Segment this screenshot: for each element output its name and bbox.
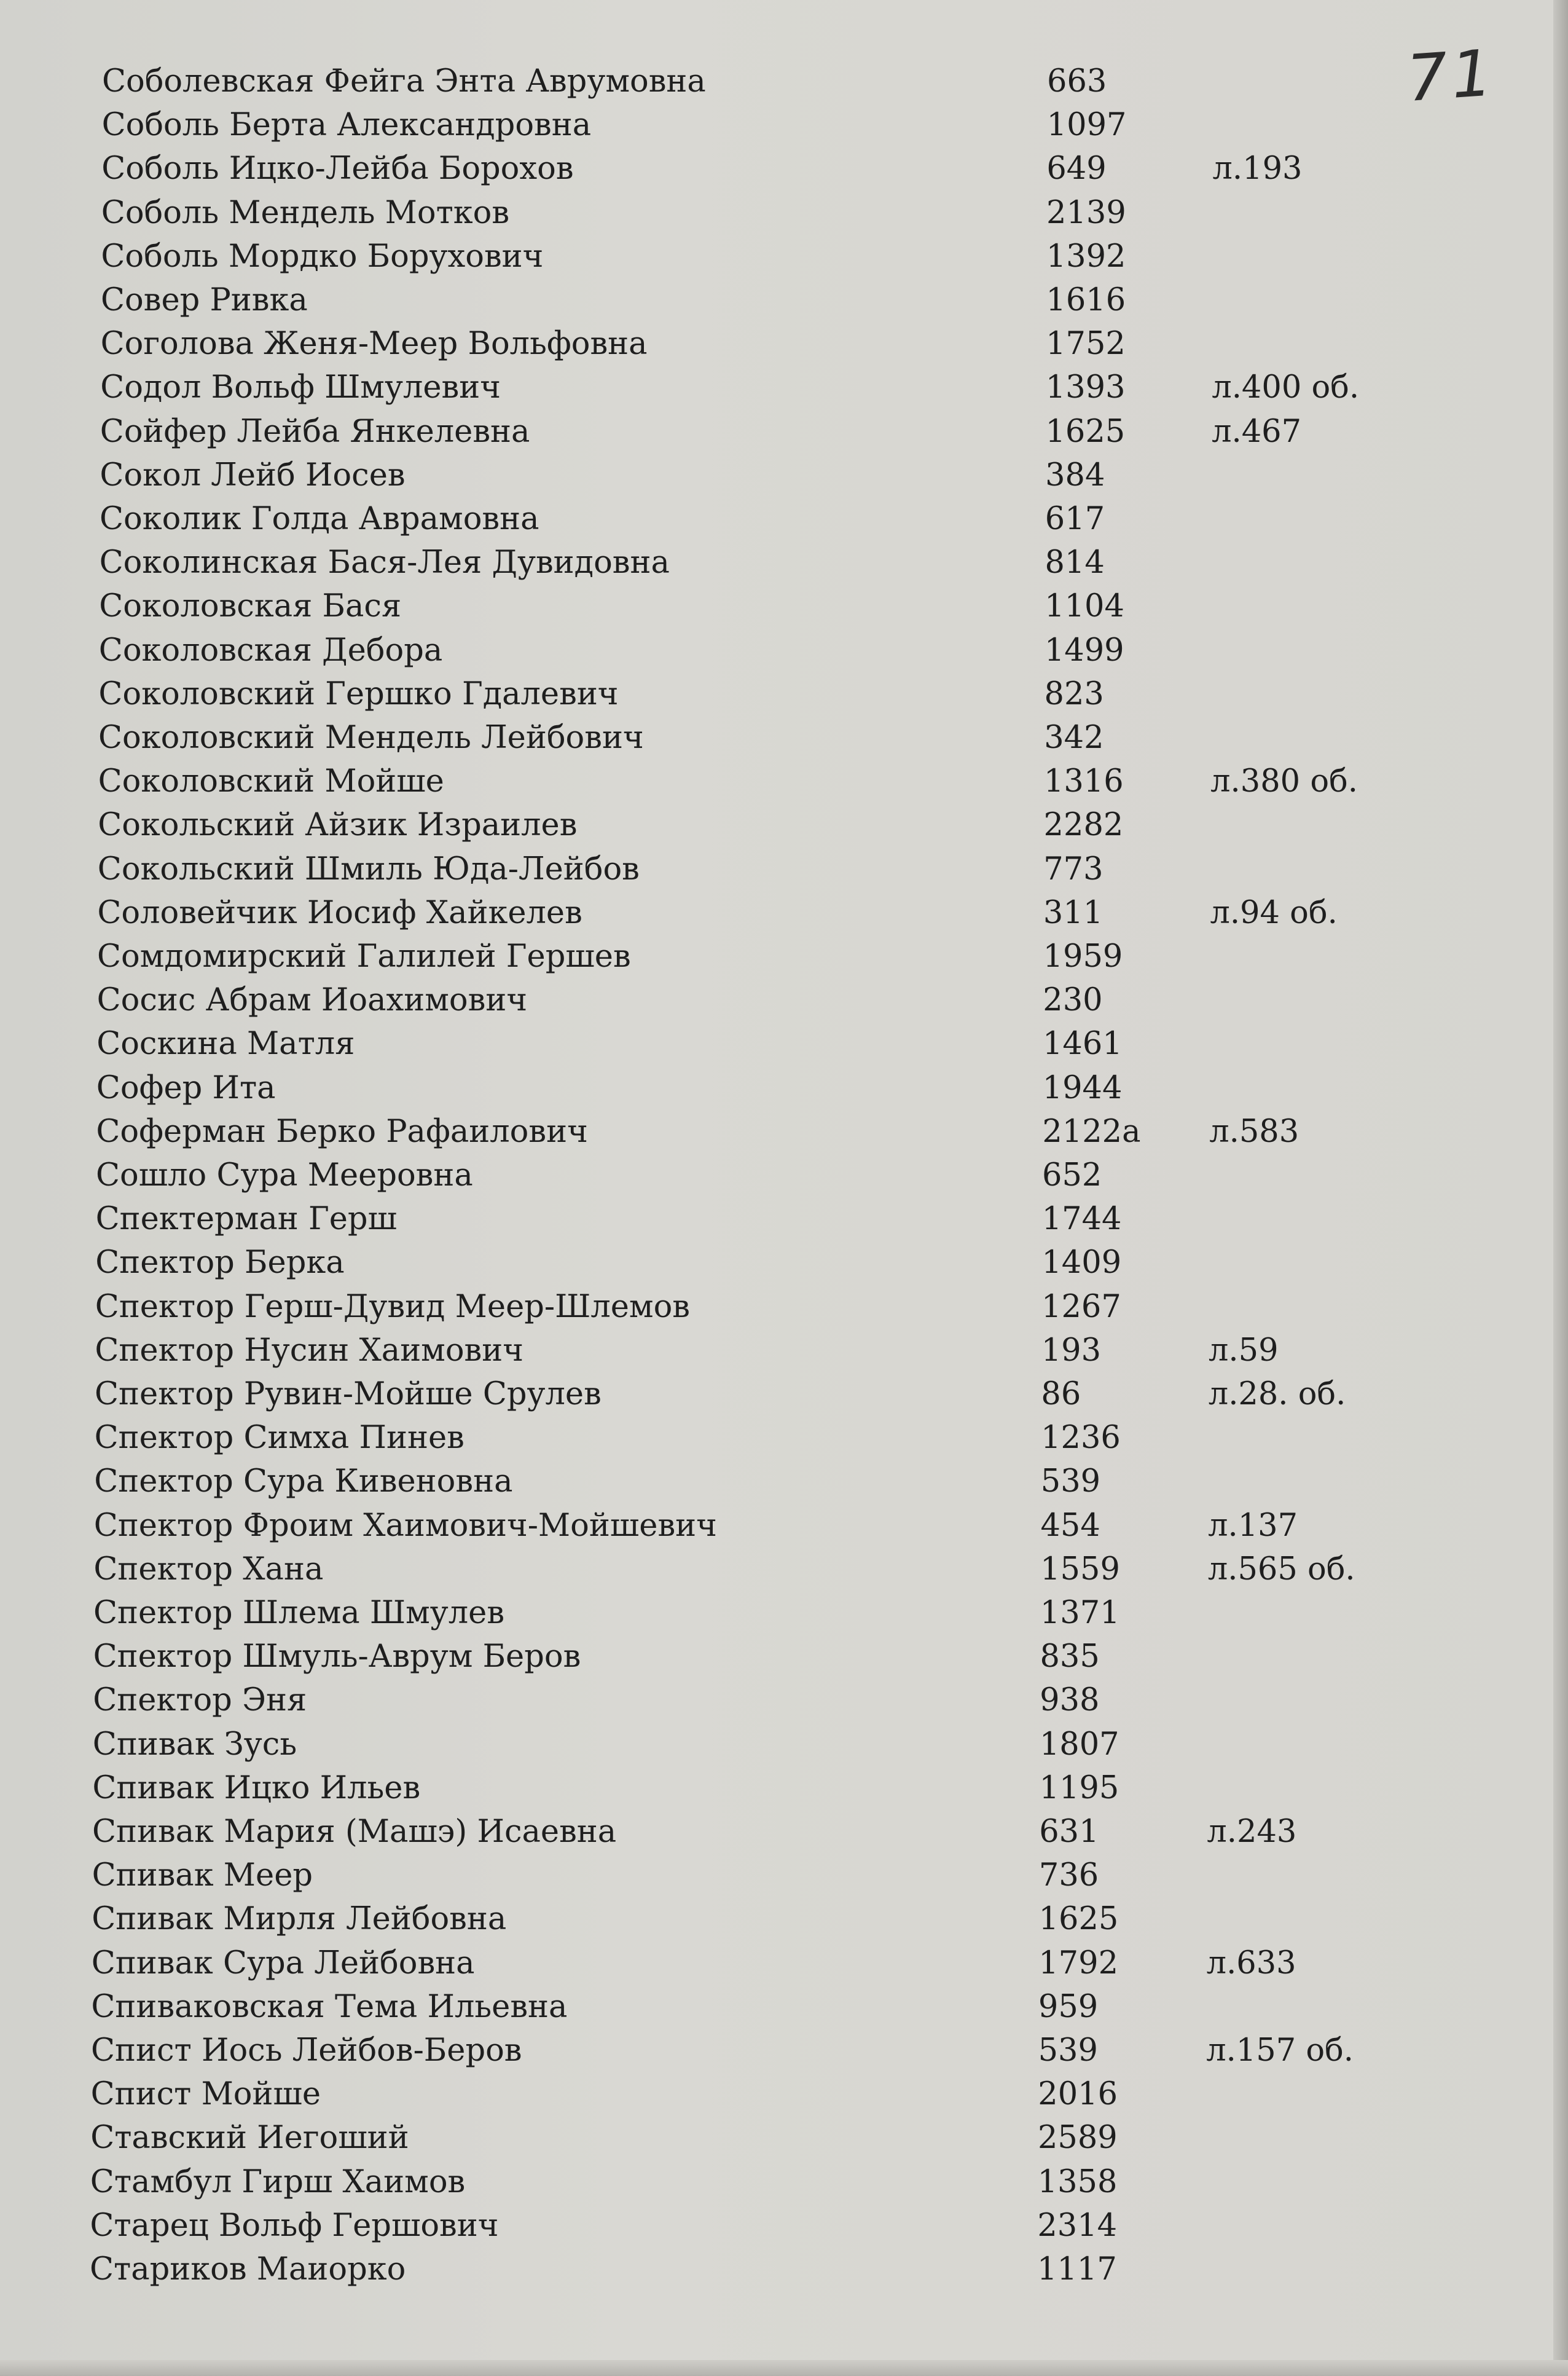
entry-name: Старец Вольф Гершович [90,2207,499,2244]
entry-number: 1117 [1037,2251,1117,2287]
entry-number: 1236 [1041,1420,1121,1457]
entry-number: 736 [1038,1857,1099,1894]
entry-name: Соколик Голда Аврамовна [100,501,539,537]
list-item [0,1023,1568,1066]
entry-number: 1195 [1039,1769,1119,1806]
list-item [0,1767,1568,1810]
entry-name: Спектор Симха Пинев [94,1420,465,1457]
entry-name: Спектор Шмуль-Аврум Беров [93,1638,581,1675]
list-item [0,60,1568,103]
entry-number: 342 [1044,720,1104,756]
entry-number: 1625 [1038,1901,1119,1938]
entry-name: Соболь Берта Александровна [101,107,592,144]
list-item [0,1723,1568,1766]
entry-sheet: л.28. об. [1208,1376,1346,1412]
list-item [0,892,1568,935]
entry-name: Спист Мойше [90,2076,321,2113]
entry-sheet: л.400 об. [1212,369,1360,406]
entry-number: 663 [1047,63,1107,100]
entry-name: Ставский Иегоший [90,2120,409,2157]
list-item [0,1505,1568,1548]
entry-number: 652 [1042,1157,1102,1194]
entry-name: Спист Иось Лейбов-Беров [91,2032,522,2069]
list-item [0,1592,1568,1635]
entry-name: Соболь Ицко-Лейба Борохов [101,151,574,187]
entry-name: Сокольский Айзик Израилев [98,807,578,844]
entry-number: 1371 [1040,1595,1120,1631]
entry-number: 311 [1043,894,1103,931]
list-item [0,1811,1568,1854]
entry-name: Софер Ита [96,1069,276,1106]
entry-number: 938 [1040,1682,1100,1719]
entry-sheet: л.193 [1212,151,1303,187]
entry-number: 617 [1045,501,1105,537]
entry-number: 230 [1043,982,1103,1019]
entry-sheet: л.583 [1209,1113,1299,1150]
list-item [0,1460,1568,1503]
entry-number: 1559 [1040,1551,1120,1587]
entry-sheet: л.467 [1212,413,1302,450]
entry-name: Сокольский Шмиль Юда-Лейбов [97,851,640,887]
list-item [0,760,1568,803]
entry-number: 1616 [1046,282,1126,318]
list-item [0,1111,1568,1154]
entry-name: Соголова Женя-Меер Вольфовна [100,326,648,363]
list-item [0,848,1568,891]
entry-name: Содол Вольф Шмулевич [100,369,501,406]
entry-number: 959 [1038,1988,1099,2025]
list-item [0,2161,1568,2204]
list-item [0,1329,1568,1372]
entry-number: 1104 [1045,588,1124,625]
entry-number: 814 [1045,545,1105,581]
entry-number: 2589 [1037,2120,1118,2157]
entry-number: 649 [1046,151,1107,187]
entry-number: 454 [1040,1507,1100,1544]
list-item [0,1067,1568,1110]
list-item [0,585,1568,628]
entry-number: 539 [1040,1463,1101,1500]
entry-number: 773 [1043,851,1103,887]
entry-number: 1097 [1046,107,1127,144]
entry-name: Соловейчик Иосиф Хайкелев [97,894,582,931]
entry-name: Спивак Зусь [92,1726,297,1763]
entry-number: 1499 [1044,632,1124,669]
entry-number: 384 [1045,457,1105,494]
entry-number: 1393 [1045,369,1126,406]
entry-name: Спектор Берка [95,1245,345,1281]
list-item [0,935,1568,978]
entry-name: Соколовский Мендель Лейбович [98,720,644,756]
entry-name: Спектор Нусин Хаимович [95,1332,523,1369]
entry-number: 2282 [1043,807,1124,844]
list-item [0,1986,1568,2029]
entry-number: 193 [1041,1332,1102,1369]
entry-name: Соболь Мордко Борухович [101,238,544,275]
list-item [0,2073,1568,2116]
entry-number: 539 [1038,2032,1098,2069]
list-item [0,148,1568,191]
entry-number: 1409 [1041,1245,1122,1281]
entry-sheet: л.59 [1209,1332,1279,1369]
entry-name: Соколинская Бася-Лея Дувидовна [99,545,670,581]
entry-name: Спектор Фроим Хаимович-Мойшевич [93,1507,717,1544]
entry-name: Сошло Сура Мееровна [96,1157,473,1194]
list-item [0,1679,1568,1722]
entry-name: Спектор Шлема Шмулев [93,1595,505,1631]
list-item [0,366,1568,409]
entry-number: 1267 [1041,1288,1121,1325]
entry-name: Спиваковская Тема Ильевна [91,1988,568,2025]
entry-number: 2139 [1046,194,1126,231]
entry-number: 2122а [1042,1113,1141,1150]
entry-number: 1752 [1046,326,1126,363]
list-item [0,1942,1568,1985]
entry-name: Спивак Мария (Машэ) Исаевна [92,1814,617,1850]
entry-name: Спивак Меер [92,1857,313,1894]
list-item [0,804,1568,847]
entry-name: Спивак Ицко Ильев [92,1769,421,1806]
entry-name: Спивак Мирля Лейбовна [92,1901,507,1938]
entry-number: 86 [1041,1376,1081,1412]
entry-name: Соколовская Бася [99,588,402,625]
entry-name: Стамбул Гирш Хаимов [90,2163,466,2200]
list-item [0,1635,1568,1678]
entry-name: Спектерман Герш [95,1201,397,1238]
entry-number: 1358 [1037,2163,1118,2200]
list-item [0,1854,1568,1897]
page-number: 71 [1404,35,1499,116]
list-item [0,1417,1568,1460]
entry-number: 1944 [1042,1069,1123,1106]
entry-number: 2314 [1037,2207,1118,2244]
list-item [0,717,1568,760]
entry-name: Спектор Эня [93,1682,307,1719]
list-item [0,1198,1568,1241]
list-item [0,1548,1568,1591]
list-item [0,279,1568,322]
entry-sheet: л.243 [1207,1814,1297,1850]
entry-number: 823 [1044,675,1104,712]
list-item [0,2029,1568,2072]
list-item [0,1286,1568,1329]
entry-number: 1792 [1038,1945,1119,1981]
entry-number: 1625 [1045,413,1126,450]
entry-number: 1392 [1046,238,1126,275]
entry-sheet: л.380 об. [1210,763,1358,800]
list-item [0,498,1568,541]
entry-sheet: л.565 об. [1207,1551,1355,1587]
entry-number: 1807 [1039,1726,1119,1763]
entry-name: Соферман Берко Рафаилович [96,1113,588,1150]
list-item [0,192,1568,235]
list-item [0,1241,1568,1284]
entry-name: Соколовская Дебора [98,632,443,669]
list-item [0,411,1568,454]
entry-name: Стариков Маиорко [90,2251,406,2287]
entry-number: 1744 [1041,1201,1122,1238]
entry-name: Соколовский Гершко Гдалевич [98,675,619,712]
entry-number: 2016 [1038,2076,1118,2113]
entry-number: 1316 [1043,763,1124,800]
list-item [0,1373,1568,1416]
entry-sheet: л.94 об. [1210,894,1338,931]
entry-number: 1461 [1042,1026,1123,1063]
list-item [0,1898,1568,1941]
entry-name: Спектор Сура Кивеновна [94,1463,513,1500]
entry-name: Спектор Рувин-Мойше Срулев [95,1376,602,1412]
list-item [0,454,1568,497]
entry-number: 835 [1040,1638,1100,1675]
list-item [0,235,1568,278]
list-item [0,2205,1568,2248]
entry-name: Сокол Лейб Иосев [100,457,406,494]
list-item [0,1154,1568,1197]
list-item [0,979,1568,1022]
list-item [0,673,1568,716]
entry-name: Сомдомирский Галилей Гершев [97,938,631,975]
entry-name: Соболевская Фейга Энта Аврумовна [102,63,706,100]
entry-name: Сойфер Лейба Янкелевна [100,413,530,450]
entry-name: Спивак Сура Лейбовна [91,1945,475,1981]
list-item [0,104,1568,147]
list-item [0,323,1568,366]
entry-sheet: л.633 [1206,1945,1296,1981]
entry-name: Соскина Матля [96,1026,355,1063]
list-item [0,541,1568,584]
list-item [0,2248,1568,2291]
entry-name: Спектор Хана [93,1551,324,1587]
entry-number: 631 [1039,1814,1099,1850]
entry-number: 1959 [1043,938,1123,975]
entry-sheet: л.157 об. [1206,2032,1354,2069]
list-item [0,629,1568,672]
entry-sheet: л.137 [1208,1507,1298,1544]
entry-name: Совер Ривка [101,282,308,318]
entry-name: Соболь Мендель Мотков [101,194,510,231]
entry-name: Сосис Абрам Иоахимович [96,982,528,1019]
entry-name: Спектор Герш-Дувид Меер-Шлемов [95,1288,690,1325]
entry-name: Соколовский Мойше [98,763,444,800]
list-item [0,2117,1568,2160]
